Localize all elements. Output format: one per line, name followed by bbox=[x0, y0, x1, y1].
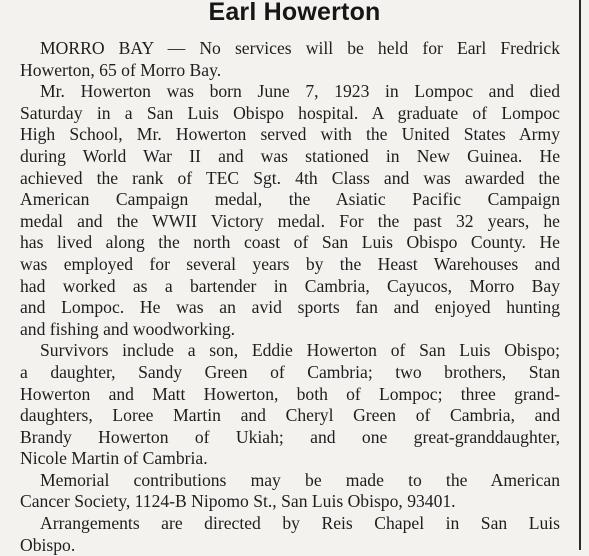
text-line: Howerton and Matt Howerton, both of Lompoc; three grand- bbox=[20, 383, 560, 404]
paragraph-memorial bbox=[20, 470, 560, 513]
text-line: had worked as a bartender in Cambria, Cayucos, Morro Bay bbox=[20, 275, 560, 296]
text-line: Mr. Howerton was born June 7, 1923 in Lompoc and died bbox=[40, 81, 560, 102]
text-line: Saturday in a San Luis Obispo hospital. A graduate of Lompoc bbox=[20, 102, 560, 123]
obituary-body bbox=[20, 38, 560, 556]
text-line: daughters, Loree Martin and Cheryl Green of Cambria, and bbox=[20, 405, 560, 426]
text-line: American Campaign medal, the Asiatic Pacific Campaign bbox=[20, 189, 560, 210]
text-line: Cancer Society, 1124-B Nipomo St., San Luis Obispo, 93401. bbox=[20, 491, 456, 512]
text-line: has lived along the north coast of San Luis Obispo County. He bbox=[20, 232, 560, 253]
text-line: during World War II and was stationed in New Guinea. He bbox=[20, 145, 560, 166]
obituary-headline: Earl Howerton bbox=[208, 0, 381, 26]
paragraph-biography bbox=[20, 81, 560, 340]
text-line: medal and the WWII Victory medal. For the past 32 years, he bbox=[20, 210, 560, 231]
text-line: and fishing and woodworking. bbox=[20, 318, 236, 339]
text-line: was employed for several years by the Heast Warehouses and bbox=[20, 253, 560, 274]
paragraph-intro bbox=[20, 38, 560, 81]
text-line: Nicole Martin of Cambria. bbox=[20, 448, 208, 469]
text-line: achieved the rank of TEC Sgt. 4th Class and was awarded the bbox=[20, 167, 560, 188]
text-line: MORRO BAY — No services will be held for Earl Fredrick bbox=[40, 38, 560, 58]
text-line: High School, Mr. Howerton served with the United States Army bbox=[20, 124, 560, 145]
text-line: and Lompoc. He was an avid sports fan and enjoyed hunting bbox=[20, 297, 560, 318]
paragraph-survivors bbox=[20, 340, 560, 470]
text-line: Brandy Howerton of Ukiah; and one great-granddaughter, bbox=[20, 426, 560, 447]
text-line: Memorial contributions may be made to the American bbox=[40, 469, 560, 490]
column-rule bbox=[579, 0, 581, 550]
text-line: Obispo. bbox=[20, 534, 76, 555]
text-line: Arrangements are directed by Reis Chapel in San Luis bbox=[40, 513, 560, 534]
text-line: Survivors include a son, Eddie Howerton of San Luis Obispo; bbox=[40, 340, 560, 361]
text-line: a daughter, Sandy Green of Cambria; two brothers, Stan bbox=[20, 361, 560, 382]
text-line: Howerton, 65 of Morro Bay. bbox=[20, 59, 222, 80]
